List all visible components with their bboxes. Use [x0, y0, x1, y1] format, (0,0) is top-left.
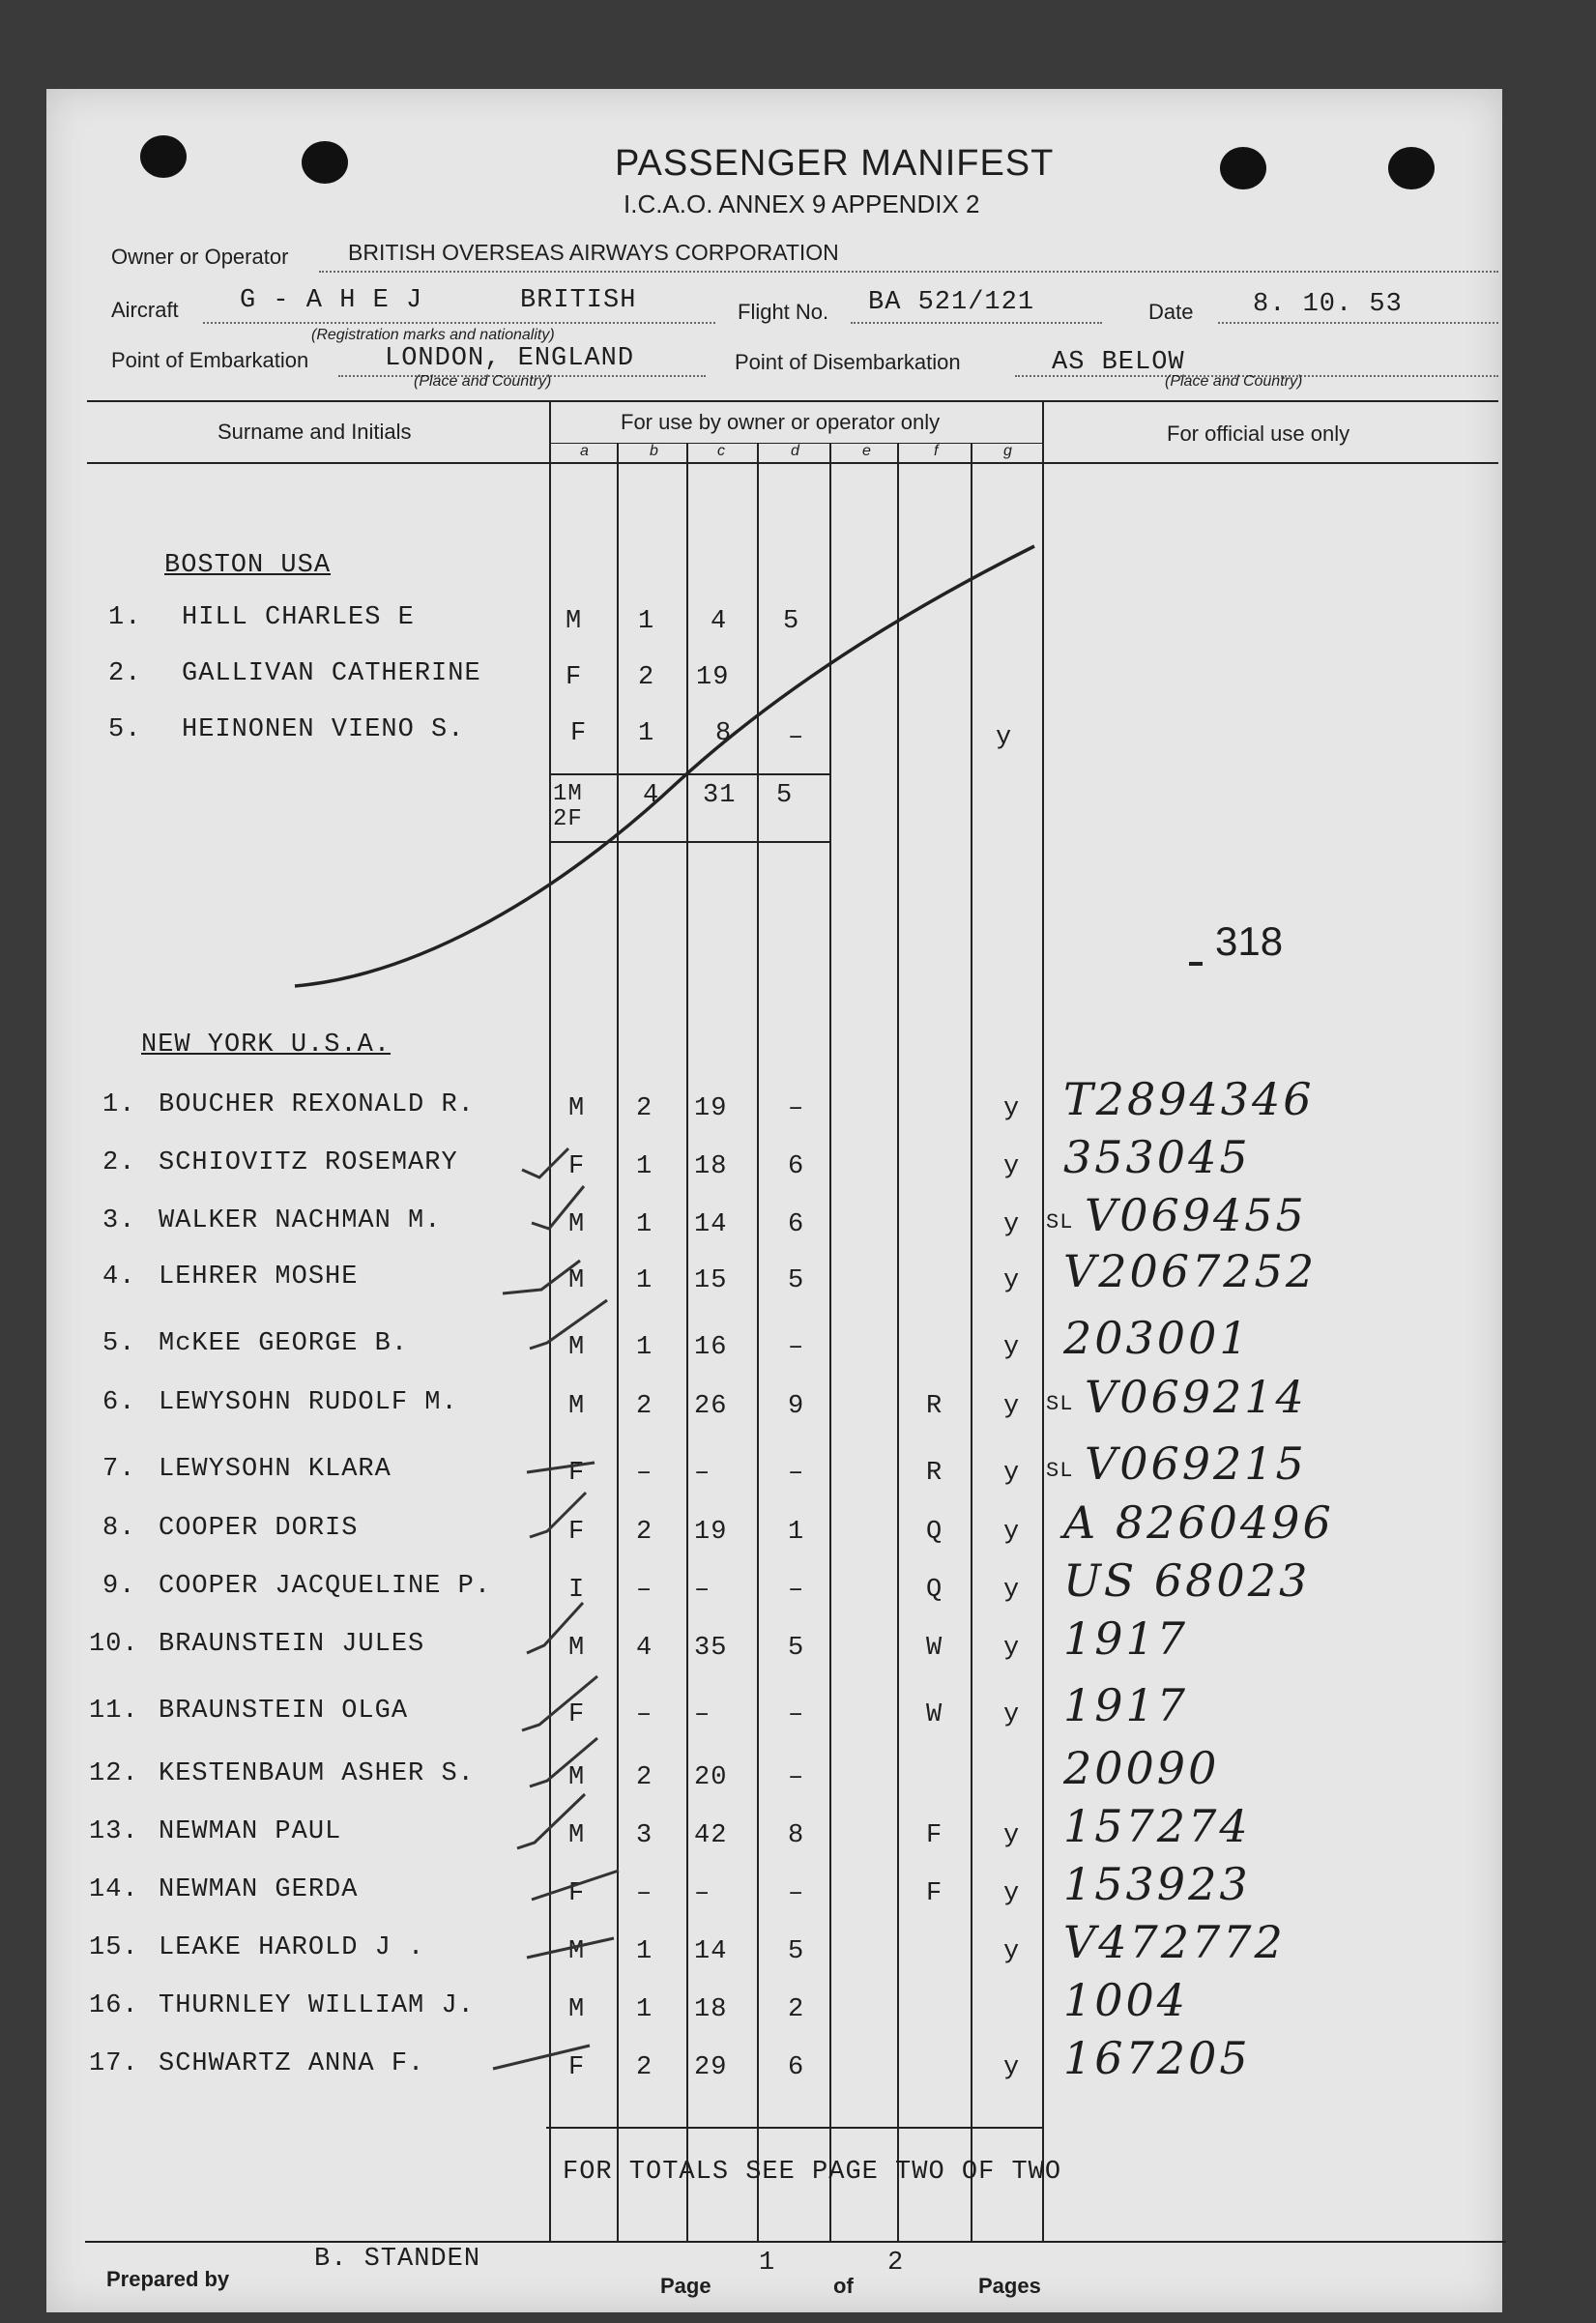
cell-b: 1: [636, 1152, 653, 1181]
official-id-handwritten: 167205: [1063, 2032, 1251, 2084]
of-label: of: [833, 2274, 854, 2298]
passenger-name: BRAUNSTEIN JULES: [159, 1630, 425, 1659]
embark-value: LONDON, ENGLAND: [385, 344, 635, 373]
row-number: 6.: [102, 1388, 136, 1417]
cell-b: 2: [636, 2053, 653, 2082]
cell-d: –: [788, 723, 805, 752]
row-number: 2.: [108, 659, 142, 688]
embark-label: Point of Embarkation: [111, 348, 309, 372]
cell-c: 14: [694, 1937, 728, 1966]
cell-f: W: [926, 1700, 943, 1729]
row-number: 13.: [89, 1817, 139, 1846]
col-letter-c: c: [717, 443, 725, 459]
cell-d: –: [788, 1094, 805, 1123]
cell-g: y: [1003, 1333, 1021, 1362]
cell-d: –: [788, 1576, 805, 1605]
cell-a: F: [568, 1879, 586, 1908]
cell-a: M: [566, 607, 583, 636]
cell-c: 4: [711, 607, 728, 636]
disembark-label: Point of Disembarkation: [735, 350, 961, 374]
embark-note: (Place and Country): [414, 373, 552, 390]
official-id-handwritten: A 8260496: [1063, 1496, 1334, 1549]
official-id-handwritten: V069214: [1085, 1371, 1307, 1423]
cell-g: y: [1003, 1152, 1021, 1181]
passenger-name: NEWMAN GERDA: [159, 1875, 359, 1904]
passenger-name: GALLIVAN CATHERINE: [182, 659, 481, 688]
check-mark-icon: [532, 1871, 619, 1900]
passenger-name: THURNLEY WILLIAM J.: [159, 1991, 475, 2020]
col-official-header: For official use only: [1167, 421, 1350, 446]
cell-g: y: [1003, 1937, 1021, 1966]
cell-d: –: [788, 1459, 805, 1488]
cell-a: M: [568, 1763, 586, 1792]
col-letter-d: d: [791, 443, 799, 459]
cell-a: M: [568, 1094, 586, 1123]
cell-a: M: [568, 1266, 586, 1295]
cell-b: 1: [636, 1937, 653, 1966]
cell-g: y: [1003, 1518, 1021, 1547]
page-title: PASSENGER MANIFEST: [615, 143, 1055, 184]
passenger-name: LEAKE HAROLD J .: [159, 1933, 425, 1962]
col-letter-g: g: [1003, 443, 1012, 459]
disembark-note: (Place and Country): [1165, 373, 1303, 390]
totals-d: 5: [776, 781, 794, 810]
aircraft-nationality: BRITISH: [520, 286, 637, 315]
page-number: 1: [759, 2249, 776, 2278]
cell-d: 5: [788, 1266, 805, 1295]
cell-c: 42: [694, 1821, 728, 1850]
prepared-value: B. STANDEN: [314, 2245, 481, 2274]
cell-c: 29: [694, 2053, 728, 2082]
cell-d: –: [788, 1763, 805, 1792]
owner-label: Owner or Operator: [111, 245, 289, 269]
cell-c: 18: [694, 1995, 728, 2024]
cell-g: y: [1003, 1634, 1021, 1663]
cell-b: 2: [638, 663, 655, 692]
cell-b: 3: [636, 1821, 653, 1850]
cell-c: –: [694, 1459, 711, 1488]
cell-a: F: [566, 663, 583, 692]
totals-note: FOR TOTALS SEE PAGE TWO OF TWO: [563, 2158, 1062, 2187]
cell-d: –: [788, 1333, 805, 1362]
check-mark-icon: [530, 1738, 597, 1786]
cell-c: 26: [694, 1392, 728, 1421]
of-number: 2: [887, 2249, 905, 2278]
cell-c: 35: [694, 1634, 728, 1663]
official-id-handwritten: T2894346: [1063, 1073, 1315, 1125]
cell-f: Q: [926, 1576, 943, 1605]
passenger-name: HILL CHARLES E: [182, 603, 415, 632]
date-label: Date: [1148, 300, 1194, 324]
cell-g: y: [1003, 1700, 1021, 1729]
official-id-handwritten: V472772: [1063, 1916, 1286, 1968]
col-letter-e: e: [862, 443, 871, 459]
cell-b: –: [636, 1576, 653, 1605]
cell-d: 5: [788, 1937, 805, 1966]
cell-f: R: [926, 1459, 943, 1488]
check-mark-icon: [522, 1676, 597, 1730]
cell-c: –: [694, 1879, 711, 1908]
row-number: 1.: [108, 603, 142, 632]
official-id-handwritten: 1917: [1063, 1612, 1189, 1665]
cell-f: F: [926, 1879, 943, 1908]
cell-sl: SL: [1046, 1392, 1074, 1416]
passenger-name: NEWMAN PAUL: [159, 1817, 342, 1846]
totals-female: 2F: [553, 806, 583, 832]
cell-b: 4: [636, 1634, 653, 1663]
check-mark-icon: [532, 1186, 584, 1229]
cell-b: 2: [636, 1518, 653, 1547]
cell-c: 20: [694, 1763, 728, 1792]
cell-f: Q: [926, 1518, 943, 1547]
official-id-handwritten: 353045: [1063, 1131, 1251, 1183]
col-owner-header: For use by owner or operator only: [621, 410, 941, 434]
row-number: 5.: [108, 715, 142, 744]
official-id-handwritten: 203001: [1063, 1312, 1251, 1364]
cell-g: y: [1003, 1094, 1021, 1123]
official-id-handwritten: 153923: [1063, 1858, 1251, 1910]
cell-b: 1: [636, 1210, 653, 1239]
official-id-handwritten: 1917: [1063, 1679, 1189, 1731]
cancel-stroke: [295, 546, 1034, 986]
new-york-heading: NEW YORK U.S.A.: [141, 1031, 392, 1060]
check-mark-icon: [530, 1493, 586, 1537]
cell-a: F: [568, 1152, 586, 1181]
cell-d: –: [788, 1700, 805, 1729]
cell-a: M: [568, 1821, 586, 1850]
prepared-label: Prepared by: [106, 2267, 230, 2291]
cell-g: y: [1003, 1392, 1021, 1421]
cell-b: 1: [638, 607, 655, 636]
passenger-name: COOPER DORIS: [159, 1514, 359, 1543]
row-number: 1.: [102, 1090, 136, 1119]
registration-note: (Registration marks and nationality): [311, 327, 555, 343]
row-number: 4.: [102, 1263, 136, 1292]
cell-b: –: [636, 1700, 653, 1729]
page-subtitle: I.C.A.O. ANNEX 9 APPENDIX 2: [624, 189, 980, 218]
col-surname-header: Surname and Initials: [218, 420, 412, 444]
row-number: 15.: [89, 1933, 139, 1962]
cell-g: y: [1003, 1821, 1021, 1850]
row-number: 10.: [89, 1630, 139, 1659]
cell-b: 2: [636, 1763, 653, 1792]
cell-d: 1: [788, 1518, 805, 1547]
cell-c: 15: [694, 1266, 728, 1295]
cell-c: –: [694, 1576, 711, 1605]
official-id-handwritten: 20090: [1063, 1742, 1220, 1794]
col-letter-a: a: [580, 443, 589, 459]
passenger-name: BRAUNSTEIN OLGA: [159, 1697, 409, 1726]
official-id-handwritten: US 68023: [1063, 1554, 1311, 1607]
passenger-name: SCHWARTZ ANNA F.: [159, 2049, 425, 2078]
cell-b: 2: [636, 1392, 653, 1421]
cell-a: M: [568, 1937, 586, 1966]
row-number: 7.: [102, 1455, 136, 1484]
row-number: 5.: [102, 1329, 136, 1358]
check-mark-icon: [527, 1938, 614, 1958]
row-number: 3.: [102, 1206, 136, 1235]
row-number: 16.: [89, 1991, 139, 2020]
flight-value: BA 521/121: [868, 288, 1035, 317]
cell-f: W: [926, 1634, 943, 1663]
passenger-name: LEWYSOHN RUDOLF M.: [159, 1388, 458, 1417]
page-stamp: 318: [1215, 918, 1284, 964]
row-number: 11.: [89, 1697, 139, 1726]
passenger-name: COOPER JACQUELINE P.: [159, 1572, 492, 1601]
cell-a: F: [568, 2053, 586, 2082]
cell-d: 6: [788, 2053, 805, 2082]
cell-a: F: [568, 1459, 586, 1488]
cell-sl: SL: [1046, 1459, 1074, 1483]
check-mark-icon: [522, 1148, 568, 1177]
cell-b: –: [636, 1459, 653, 1488]
page-label: Page: [660, 2274, 711, 2298]
passenger-name: McKEE GEORGE B.: [159, 1329, 409, 1358]
cell-a: F: [568, 1518, 586, 1547]
cell-d: 5: [788, 1634, 805, 1663]
official-id-handwritten: V069215: [1085, 1437, 1307, 1490]
official-id-handwritten: V069455: [1085, 1189, 1307, 1241]
cell-b: 1: [636, 1333, 653, 1362]
passenger-name: HEINONEN VIENO S.: [182, 715, 465, 744]
cell-g: y: [1003, 1210, 1021, 1239]
cell-c: 16: [694, 1333, 728, 1362]
col-letter-b: b: [650, 443, 658, 459]
cell-d: 6: [788, 1210, 805, 1239]
passenger-name: LEHRER MOSHE: [159, 1263, 359, 1292]
cell-a: I: [568, 1576, 586, 1605]
row-number: 8.: [102, 1514, 136, 1543]
cell-d: 9: [788, 1392, 805, 1421]
cell-c: 14: [694, 1210, 728, 1239]
cell-c: 8: [715, 719, 733, 748]
row-number: 14.: [89, 1875, 139, 1904]
totals-male: 1M: [553, 781, 583, 807]
cell-b: 1: [636, 1995, 653, 2024]
col-letter-f: f: [934, 443, 939, 459]
passenger-name: WALKER NACHMAN M.: [159, 1206, 442, 1235]
disembark-value: AS BELOW: [1052, 348, 1185, 377]
check-mark-icon: [503, 1261, 580, 1293]
totals-b: 4: [643, 781, 660, 810]
passenger-name: BOUCHER REXONALD R.: [159, 1090, 475, 1119]
boston-heading: BOSTON USA: [164, 551, 332, 580]
cell-a: F: [568, 1700, 586, 1729]
cell-d: 5: [783, 607, 800, 636]
row-number: 9.: [102, 1572, 136, 1601]
cell-c: 19: [694, 1094, 728, 1123]
totals-c: 31: [703, 781, 737, 810]
cell-f: R: [926, 1392, 943, 1421]
date-value: 8. 10. 53: [1253, 290, 1403, 319]
cell-d: 8: [788, 1821, 805, 1850]
official-id-handwritten: 157274: [1063, 1800, 1251, 1852]
cell-f: F: [926, 1821, 943, 1850]
cell-d: 6: [788, 1152, 805, 1181]
cell-g: y: [996, 723, 1013, 752]
passenger-name: SCHIOVITZ ROSEMARY: [159, 1148, 458, 1177]
passenger-name: LEWYSOHN KLARA: [159, 1455, 392, 1484]
cell-c: 19: [694, 1518, 728, 1547]
check-mark-icon: [493, 2046, 590, 2069]
cell-a: F: [570, 719, 588, 748]
check-mark-icon: [527, 1603, 583, 1653]
cell-c: 18: [694, 1152, 728, 1181]
check-mark-icon: [527, 1463, 595, 1472]
cell-c: –: [694, 1700, 711, 1729]
cell-g: y: [1003, 2053, 1021, 2082]
cell-g: y: [1003, 1459, 1021, 1488]
cell-c: 19: [696, 663, 730, 692]
row-number: 12.: [89, 1759, 139, 1788]
aircraft-label: Aircraft: [111, 298, 179, 322]
row-number: 17.: [89, 2049, 139, 2078]
official-id-handwritten: 1004: [1063, 1974, 1189, 2026]
passenger-name: KESTENBAUM ASHER S.: [159, 1759, 475, 1788]
cell-g: y: [1003, 1879, 1021, 1908]
cell-a: M: [568, 1210, 586, 1239]
official-id-handwritten: V2067252: [1063, 1245, 1318, 1297]
row-number: 2.: [102, 1148, 136, 1177]
cell-d: –: [788, 1879, 805, 1908]
check-mark-icon: [530, 1300, 607, 1349]
cell-a: M: [568, 1392, 586, 1421]
cell-g: y: [1003, 1576, 1021, 1605]
cell-a: M: [568, 1995, 586, 2024]
aircraft-value: G - A H E J: [240, 286, 423, 315]
owner-value: BRITISH OVERSEAS AIRWAYS CORPORATION: [348, 240, 839, 265]
check-mark-icon: [517, 1794, 585, 1848]
cell-a: M: [568, 1333, 586, 1362]
cell-d: 2: [788, 1995, 805, 2024]
cell-g: y: [1003, 1266, 1021, 1295]
pages-label: Pages: [978, 2274, 1041, 2298]
cell-b: –: [636, 1879, 653, 1908]
flight-label: Flight No.: [738, 300, 829, 324]
cell-b: 2: [636, 1094, 653, 1123]
cell-sl: SL: [1046, 1210, 1074, 1234]
cell-b: 1: [636, 1266, 653, 1295]
cell-b: 1: [638, 719, 655, 748]
cell-a: M: [568, 1634, 586, 1663]
